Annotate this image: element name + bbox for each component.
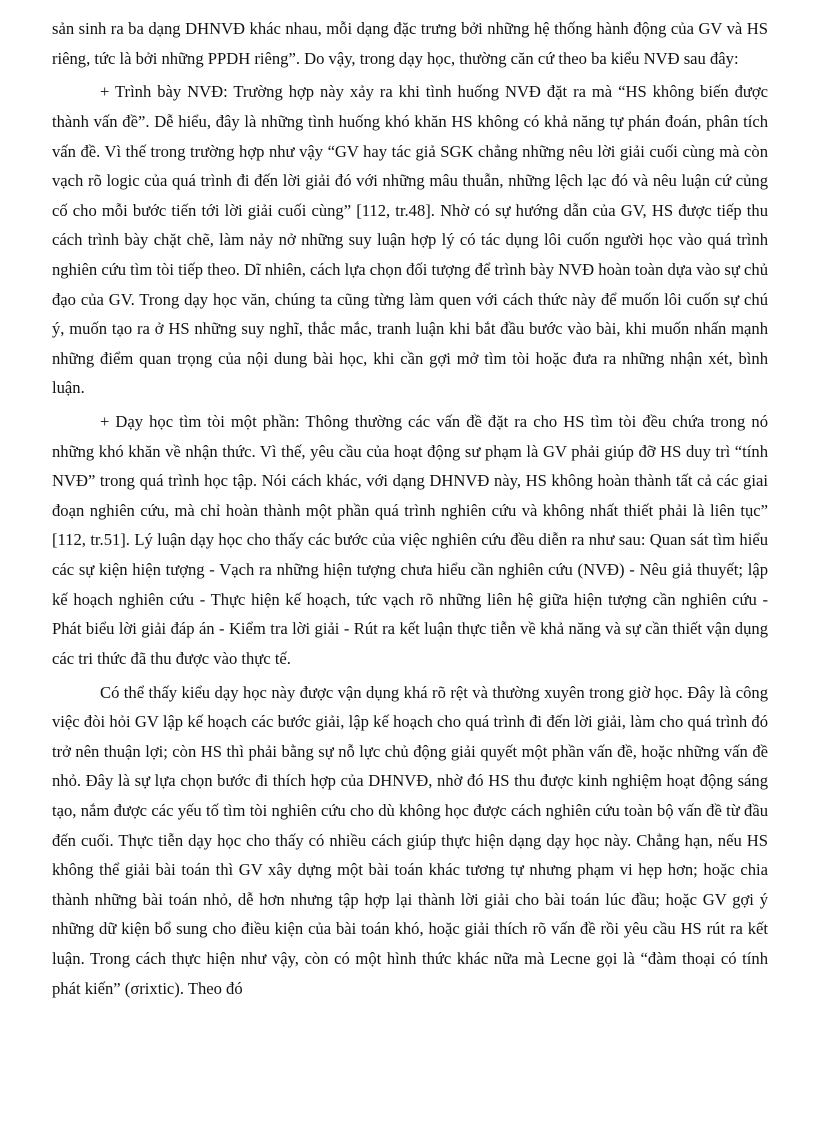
paragraph-tim-toi-mot-phan: + Dạy học tìm tòi một phần: Thông thường các vấn đề đặt ra cho HS tìm tòi đều chứa trong nó những khó khăn về nhận thức. Vì thế, yêu cầu của hoạt động sư phạm là GV phải giúp đỡ HS duy trì “tính NVĐ” trong quá trình học tập. Nói cách khác, với dạng DHNVĐ này, HS không hoàn thành tất cả các giai đoạn nghiên cứu, mà chỉ hoàn thành một phần quá trình nghiên cứu và không nhất thiết phải là liên tục” [112, tr.51]. Lý luận dạy học cho thấy các bước của việc nghiên cứu đều diễn ra như sau: Quan sát tìm hiểu các sự kiện hiện tượng - Vạch ra những hiện tượng chưa hiểu cần nghiên cứu (NVĐ) - Nêu giả thuyết; lập kế hoạch nghiên cứu - Thực hiện kế hoạch, tức vạch rõ những liên hệ giữa hiện tượng cần nghiên cứu - Phát biểu lời giải đáp án - Kiểm tra lời giải - Rút ra kết luận thực tiễn về khả năng và sự cần thiết vận dụng các tri thức đã thu được vào thực tế.	[52, 412, 768, 668]
paragraph-continuation: sản sinh ra ba dạng DHNVĐ khác nhau, mỗi dạng đặc trưng bởi những hệ thống hành động của GV và HS riêng, tức là bởi những PPDH riêng”. Do vậy, trong dạy học, thường căn cứ theo ba kiểu NVĐ sau đây:	[52, 19, 768, 68]
document-page	[52, 14, 768, 1007]
paragraph-van-dung: Có thể thấy kiểu dạy học này được vận dụng khá rõ rệt và thường xuyên trong giờ học. Đây là công việc đòi hỏi GV lập kế hoạch các bước giải, lập kế hoạch cho quá trình đi đến lời giải, làm cho quá trình đó trở nên thuận lợi; còn HS thì phải bằng sự nỗ lực chủ động giải quyết một phần vấn đề, hoặc những vấn đề nhỏ. Đây là sự lựa chọn bước đi thích hợp của DHNVĐ, nhờ đó HS thu được kinh nghiệm hoạt động sáng tạo, nắm được các yếu tố tìm tòi nghiên cứu cho dù không học được cách nghiên cứu toàn bộ vấn đề từ đầu đến cuối. Thực tiễn dạy học cho thấy có nhiều cách giúp thực hiện dạng dạy học này. Chẳng hạn, nếu HS không thể giải bài toán thì GV xây dựng một bài toán khác tương tự nhưng phạm vi hẹp hơn; hoặc chia thành những bài toán nhỏ, dễ hơn nhưng tập hợp lại thành lời giải cho bài toán lúc đầu; hoặc GV gợi ý những dữ kiện bổ sung cho điều kiện của bài toán khó, hoặc giải thích rõ vấn đề rồi yêu cầu HS rút ra kết luận. Trong cách thực hiện như vậy, còn có một hình thức khác nữa mà Lecne gọi là “đàm thoại có tính phát kiến” (σrixtic). Theo đó	[52, 682, 768, 998]
paragraph-trinh-bay-nvd: + Trình bày NVĐ: Trường hợp này xảy ra khi tình huống NVĐ đặt ra mà “HS không biến được thành vấn đề”. Dễ hiểu, đây là những tình huống khó khăn HS không có khả năng tự phán đoán, phân tích vấn đề. Vì thế trong trường hợp như vậy “GV hay tác giả SGK chẳng những nêu lời giải cuối cùng mà còn vạch rõ logic của quá trình đi đến lời giải đó với những mâu thuẫn, những lệch lạc đó và nêu luận cứ củng cố cho mỗi bước tiến tới lời giải cuối cùng” [112, tr.48]. Nhờ có sự hướng dẫn của GV, HS được tiếp thu cách trình bày chặt chẽ, làm nảy nở những suy luận hợp lý có tác dụng lôi cuốn người học vào quá trình nghiên cứu tìm tòi tiếp theo. Dĩ nhiên, cách lựa chọn đối tượng để trình bày NVĐ hoàn toàn dựa vào sự chủ đạo của GV. Trong dạy học văn, chúng ta cũng từng làm quen với cách thức này để muốn lôi cuốn sự chú ý, muốn tạo ra ở HS những suy nghĩ, thắc mắc, tranh luận khi bắt đầu bước vào bài, khi muốn nhấn mạnh những điểm quan trọng của nội dung bài học, khi cần gợi mở tìm tòi hoặc đưa ra những nhận xét, bình luận.	[52, 82, 768, 398]
